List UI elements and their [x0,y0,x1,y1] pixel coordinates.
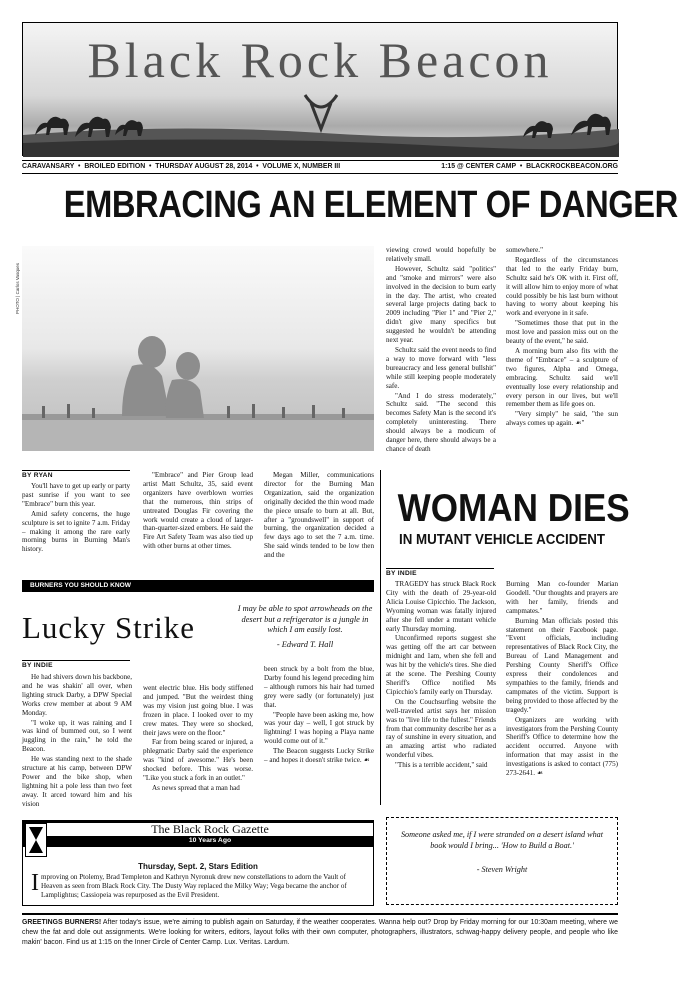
info-sep: • [78,163,81,170]
burners-column-1: He had shivers down his backbone, and he was shakin' all over, when lighting struck Darby, a DPW Special Works crew member at about 9 AM Monday. "I woke up, it was raining and I was kind of bummed out, so I went juggling in the rain," he told the Beacon. He was standing next to the shade structure at his camp, between DPW Power and the bike shop, when lightning hit a pole less than two feet away. It arced toward him and his vision [22,673,132,808]
woman-column-2: Burning Man co-founder Marian Goodell. "Our thoughts and prayers are with her family, friends and campmates." Burning Man officials posted this statement on their Facebook page. "Event officials, including representatives of Black Rock City, the Bureau of Land Management and Pershing County Sheriff's Office express their condolences and sympathies to the family, friends and campmates of the victim. Support is being provided to those affected by the tragedy." Organizers are working with investigators from the Pershing County Sheriff's Office to determine how the accident occurred. Anyone with information that may assist in the investigations is asked to contact (775) 273-2641. ☙ [506,580,618,778]
gazette-body [31,870,367,900]
burners-column-3: been struck by a bolt from the blue, Darby found his legend preceding him – although rumors his hair had turned grey were sadly (or fortunately) just that. "People have been asking me, how was your day – well, I got struck by lightning! I was hoping a Playa name would come out of it." The Beacon suggests Lucky Strike – and hopes it doesn't strike twice. ☙ [264,665,374,765]
info-sep: • [256,163,259,170]
footer-label: GREETINGS BURNERS! [22,919,102,926]
column-divider [380,470,381,805]
masthead-title: Black Rock Beacon [87,32,553,88]
lead-byline: BY RYAN [22,470,130,479]
quote2-box [386,817,618,905]
info-sep: • [519,163,523,170]
gazette-subtitle: 10 Years Ago [188,837,232,844]
lead-column-1: You'll have to get up early or party past sunrise if you want to see "Embrace" burn this year. Amid safety concerns, the huge sculpture is set to ignite 7 a.m. Friday – making it among the rare early morning burns in Burning Man's history. [22,482,130,554]
info-volume: VOLUME X, NUMBER III [262,163,341,170]
footer-rule [22,913,618,915]
gazette-text: mproving on Ptolemy, Brad Templeton and Kathryn Nyronuk drew new constellations to adorn the Vault of Heaven as seen from Black Rock City. The Dusty Way replaced the Milky Way; Vega became the anchor of Lamplightus; Cassiopeia was repurposed as the Evil President. [41,873,347,899]
burners-section-label: BURNERS YOU SHOULD KNOW [30,582,131,589]
footer-message: After today's issue, we're aiming to publish again on Saturday, if the weather cooperates. Wanna help out? Drop by Friday morning for our 10:30am meeting, where we chew the fat and dole out assignments. We're looking for writers, editors, layout folks with their own computer, photographers, illustrators, schwag-happy delivery people, and people who like makin' bacon. Find us at 1:15 on the Inner Circle of Center Camp. Lux. Veritas. Lardum. [22,919,618,946]
gazette-title: The Black Rock Gazette [47,823,373,836]
quote-box [236,604,374,650]
info-website[interactable]: BLACKROCKBEACON.ORG [526,163,618,170]
burners-byline: BY INDIE [22,660,130,669]
burners-column-2: went electric blue. His body stiffened and jumped. "But the weirdest thing was my vision just going blue. I was frozen in place. I looked over to my crew mates. They were so shocked, their jaws were on the floor." Far from being scared or injured, a phlegmatic Darby said the experience was "kind of awesome." He's been shocked before. This was worse. "Like you stuck a fork in an outlet." As news spread that a man had [143,684,253,792]
quote-text: I may be able to spot arrowheads on the desert but a refrigerator is a jungle in which I am easily lost. [237,604,373,634]
burning-man-icon [305,95,337,129]
info-location: 1:15 @ CENTER CAMP [441,163,517,170]
woman-byline: BY INDIE [386,568,494,577]
footer-text [22,918,618,948]
info-edition: BROILED EDITION [84,163,146,170]
lead-column-4: viewing crowd would hopefully be relatively small. However, Schultz said "politics" and "smoke and mirrors" were also involved in the decision to burn early in the day. The artist, who created several large projects dating back to 2009 including "Pier 1" and "Pier 2," didn't give many specifics but suggested he wouldn't be attending next year. Schultz said the event needs to find a way to move forward with "less bureaucracy and less general bullshit" while still keeping people moderately safe. "And I do stress moderately," Schultz said. "The second this becomes Safety Man is the second it's completely uninteresting. There should always be a modicum of danger here, there should always be a chance of death [386,246,496,453]
quote-author: - Edward T. Hall [276,639,334,649]
burners-section-bar [22,580,374,592]
woman-subheadline: IN MUTANT VEHICLE ACCIDENT [398,532,606,548]
lead-column-2: "Embrace" and Pier Group lead artist Matt Schultz, 35, said event organizers have overblown worries that the numerous, thin strips of untreated Douglas Fir covering the work would create a cloud of larger-than-quarter-sized embers. He said the Fire Art Safety Team was also tied up with other burns at other times. [143,471,253,551]
embrace-sculpture-icon [22,246,374,451]
lucky-strike-title: Lucky Strike [22,610,195,645]
gazette-box [22,820,374,906]
lead-headline: EMBRACING AN ELEMENT OF DANGER [63,184,678,226]
lead-column-5: somewhere." Regardless of the circumstances that led to the early Friday burn, Schultz said he's OK with it. First off, it will allow him to enjoy more of what could possibly be his last burn without having to worry about keeping his work and everyone in it safe. "Sometimes those that put in the most love and passion miss out on the beauty of the event," he said. A morning burn also fits with the theme of "Embrace" – a sculpture of two figures, Alpha and Omega, embracing. Schultz said we'll eventually lose every relationship and every person in our lives, but we'll remember them as life goes on. "Very simply" he said, "the sun always comes up again. ☙" [506,246,618,428]
masthead [22,22,618,156]
info-date: THURSDAY AUGUST 28, 2014 [155,163,253,170]
gazette-dropcap: I [31,870,39,896]
masthead-info-bar [22,160,618,174]
lead-photo [15,246,374,451]
info-place: CARAVANSARY [22,163,75,170]
quote2-author: - Steven Wright [476,865,528,874]
gazette-headline: Thursday, Sept. 2, Stars Edition [138,862,258,871]
info-sep: • [149,163,152,170]
lead-column-3: Megan Miller, communications director for the Burning Man Organization, said the organization originally decided the thin wood made the piece unsafe to burn at all. But, after a "groundswell" in support of burning, the organization decided a few days ago to set the 7 a.m. time. She said winds tended to be low then and the [264,471,374,560]
woman-headline: WOMAN DIES [397,487,630,530]
hourglass-icon [25,823,47,857]
quote2-text: Someone asked me, if I were stranded on a desert island what book would I bring... 'How to Build a Boat.' [400,830,604,850]
photo-credit: PHOTO | Carlos Vasques [15,262,21,315]
woman-column-1: TRAGEDY has struck Black Rock City with the death of 29-year-old Alicia Louise Cipicchio. The Jackson, Wyoming woman was fatally injured after she fell under a mutant vehicle early Thursday morning. Unconfirmed reports suggest she was getting off the art car between midnight and 1am, when she fell and was hit by the vehicle's tires. She died at the scene. The Pershing County Sheriff's Office notified Ms Cipicchio's family early on Thursday. On the Couchsurfing website the well-traveled artist says her mission was to "live life to the fullest." Friends from that community describe her as a ray of sunshine in every situation, and an amazing artist who radiated wonderful vibes. "This is a terrible accident," said [386,580,496,770]
